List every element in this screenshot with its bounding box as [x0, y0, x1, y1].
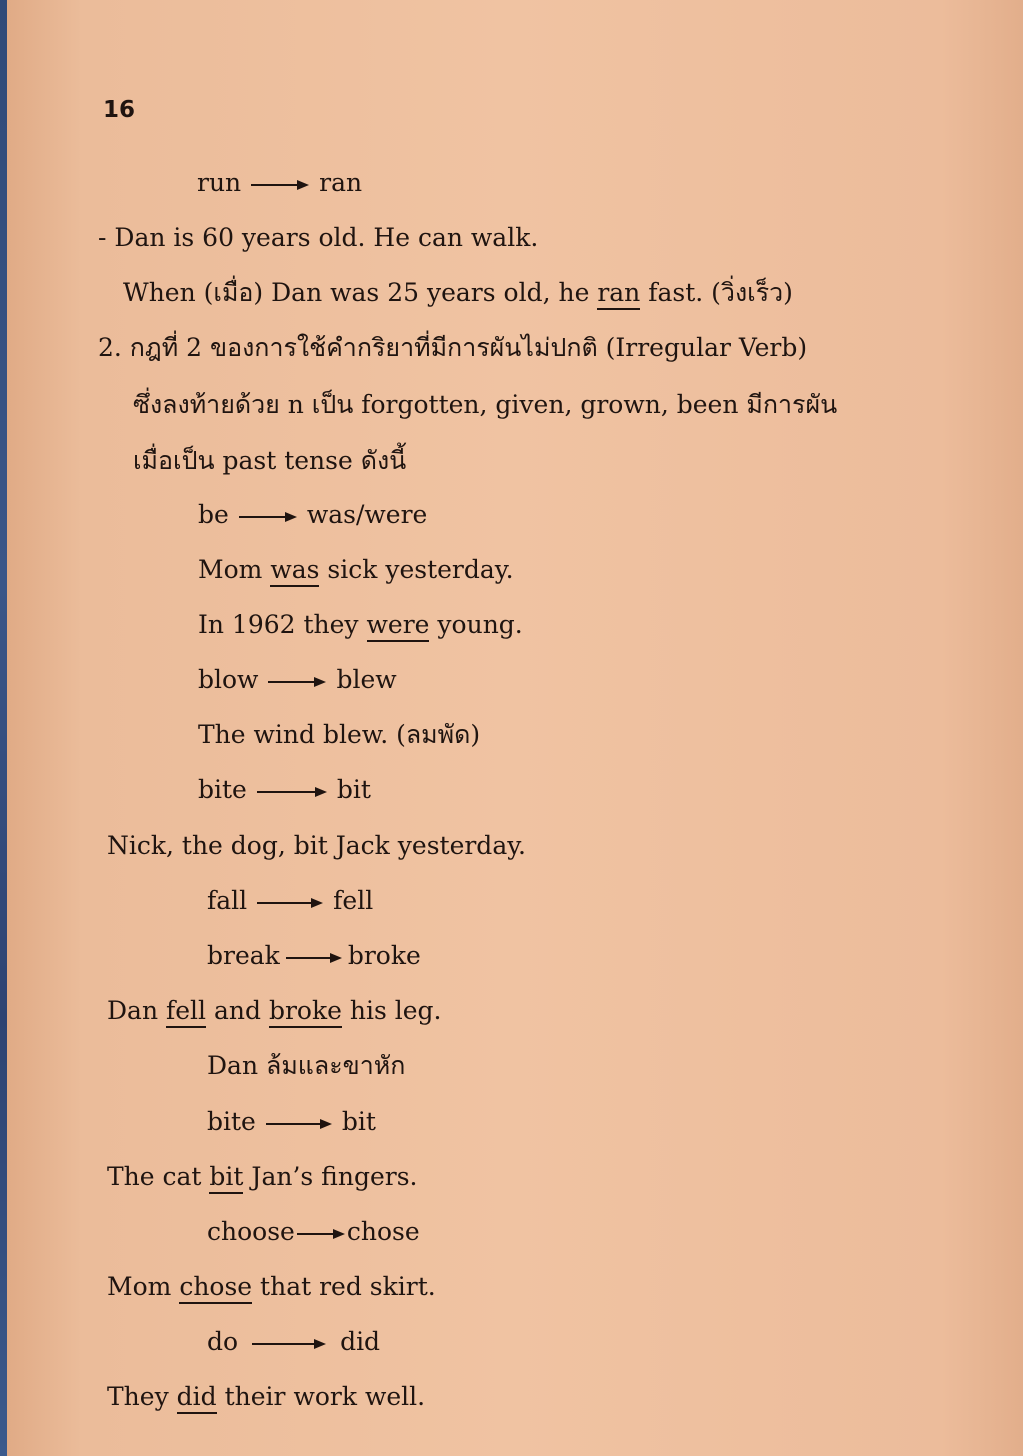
arrow-right-icon: [252, 1338, 326, 1350]
verb-past: bit: [341, 1107, 376, 1136]
text-segment: In 1962 they: [198, 610, 367, 639]
rule-text: เมื่อเป็น past tense ดังนี้: [133, 446, 407, 475]
underlined-word: chose: [179, 1272, 252, 1304]
example-sentence: The wind blew. (ลมพัด): [198, 720, 481, 749]
verb-pair-bite: [207, 1106, 376, 1138]
verb-past: chose: [346, 1217, 420, 1246]
verb-pair-break: [207, 940, 421, 972]
example-sentence: [107, 1271, 436, 1303]
text-segment: Mom: [107, 1272, 180, 1301]
text-segment: When (เมื่อ) Dan was 25 years old, he: [123, 278, 598, 307]
arrow-right-icon: [239, 511, 297, 523]
verb-base: break: [207, 941, 280, 970]
arrow-right-icon: [251, 179, 309, 191]
verb-past: was/were: [306, 500, 428, 529]
verb-base: choose: [207, 1217, 295, 1246]
text-segment: Dan: [107, 996, 166, 1025]
example-sentence: [107, 995, 441, 1027]
text-segment: The cat: [107, 1162, 210, 1191]
text-segment: Mom: [198, 555, 271, 584]
underlined-word: bit: [209, 1162, 243, 1194]
example-sentence: [107, 1381, 425, 1413]
verb-base: bite: [198, 775, 247, 804]
page-number: 16: [103, 97, 136, 123]
verb-past: broke: [347, 941, 421, 970]
underlined-word: fell: [166, 996, 206, 1028]
underlined-word: did: [177, 1382, 217, 1414]
text-segment: and: [206, 996, 269, 1025]
verb-pair-fall: [207, 885, 373, 917]
text-segment: sick yesterday.: [319, 555, 514, 584]
verb-base: fall: [207, 886, 248, 915]
verb-past: bit: [336, 775, 371, 804]
verb-pair-be: [198, 499, 427, 531]
verb-pair-do: [207, 1326, 380, 1358]
book-binding-edge: [0, 0, 7, 1456]
verb-base: bite: [207, 1107, 256, 1136]
translation-line: Dan ล้มและขาหัก: [207, 1051, 406, 1080]
verb-base: blow: [198, 665, 259, 694]
arrow-right-icon: [257, 897, 323, 909]
text-segment: Jan’s fingers.: [243, 1162, 418, 1191]
verb-pair-run: [197, 167, 362, 199]
text-segment: their work well.: [216, 1382, 426, 1411]
text-segment: his leg.: [341, 996, 442, 1025]
rule-text: ซึ่งลงท้ายด้วย n เป็น forgotten, given, grown, been มีการผัน: [133, 390, 838, 419]
underlined-word: was: [270, 555, 319, 587]
underlined-word: broke: [269, 996, 342, 1028]
arrow-right-icon: [286, 952, 342, 964]
text-segment: that red skirt.: [252, 1272, 436, 1301]
text-line: - Dan is 60 years old. He can walk.: [98, 223, 539, 252]
example-sentence: Nick, the dog, bit Jack yesterday.: [107, 831, 526, 860]
verb-pair-bite: [198, 774, 371, 806]
rule-heading: 2. กฎที่ 2 ของการใช้คำกริยาที่มีการผันไม่ปกติ (Irregular Verb): [98, 333, 808, 362]
verb-past: blew: [336, 665, 397, 694]
verb-past: ran: [319, 168, 363, 197]
example-sentence: [107, 1161, 417, 1193]
arrow-right-icon: [257, 786, 327, 798]
example-sentence: [198, 554, 514, 586]
underlined-word: ran: [597, 278, 640, 310]
verb-base: do: [207, 1327, 239, 1356]
arrow-right-icon: [268, 676, 326, 688]
example-sentence: [198, 609, 523, 641]
text-segment: They: [107, 1382, 177, 1411]
verb-past: did: [340, 1327, 381, 1356]
verb-base: run: [197, 168, 242, 197]
arrow-right-icon: [266, 1118, 332, 1130]
text-segment: young.: [429, 610, 523, 639]
text-segment: fast. (วิ่งเร็ว): [640, 278, 793, 307]
verb-pair-choose: [207, 1216, 420, 1248]
text-line-underlined: [123, 277, 793, 309]
verb-base: be: [198, 500, 229, 529]
underlined-word: were: [367, 610, 430, 642]
verb-pair-blow: [198, 664, 397, 696]
arrow-right-icon: [297, 1228, 345, 1240]
verb-past: fell: [333, 886, 374, 915]
